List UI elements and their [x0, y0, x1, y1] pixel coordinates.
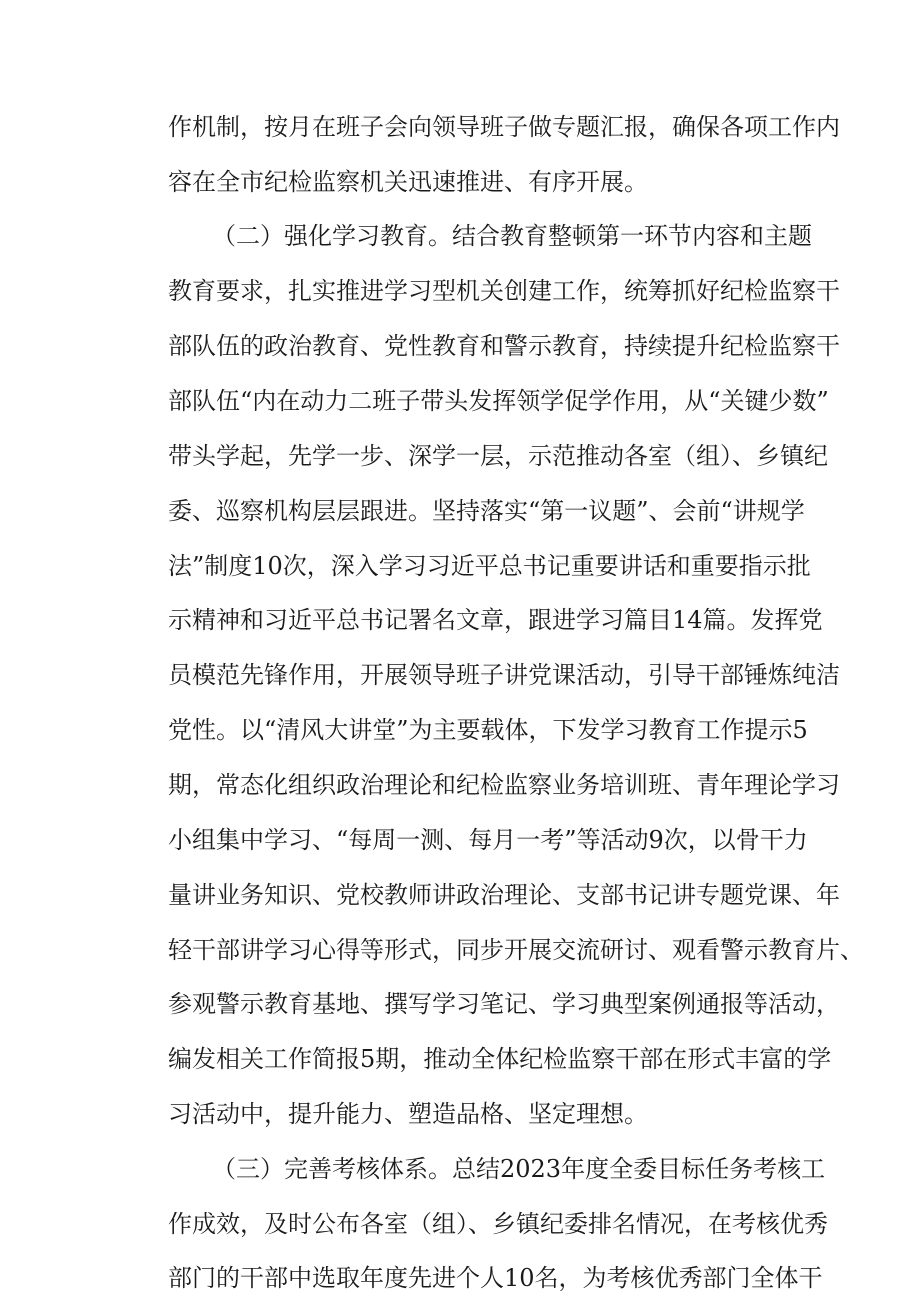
text-line: 编发相关工作简报5期，推动全体纪检监察干部在形式丰富的学	[168, 1045, 832, 1073]
paragraph-heading-line: （二）强化学习教育。结合教育整顿第一环节内容和主题	[212, 222, 812, 250]
text-line: 教育要求，扎实推进学习型机关创建工作，统筹抓好纪检监察干	[168, 277, 840, 305]
text-line: 作机制，按月在班子会向领导班子做专题汇报，确保各项工作内	[168, 113, 840, 141]
text-line: 参观警示教育基地、撰写学习笔记、学习典型案例通报等活动，	[168, 990, 840, 1018]
text-line: 部队伍“内在动力二班子带头发挥领学促学作用，从“关键少数”	[168, 387, 829, 415]
text-line: 作成效，及时公布各室（组）、乡镇纪委排名情况，在考核优秀	[168, 1210, 828, 1238]
text-line: 容在全市纪检监察机关迅速推进、有序开展。	[168, 168, 648, 196]
text-line: 期，常态化组织政治理论和纪检监察业务培训班、青年理论学习	[168, 771, 840, 799]
text-line: 习活动中，提升能力、塑造品格、坚定理想。	[168, 1100, 648, 1128]
text-line: 量讲业务知识、党校教师讲政治理论、支部书记讲专题党课、年	[168, 881, 840, 909]
text-line: 示精神和习近平总书记署名文章，跟进学习篇目14篇。发挥党	[168, 606, 823, 634]
text-line: 部队伍的政治教育、党性教育和警示教育，持续提升纪检监察干	[168, 332, 840, 360]
text-line: 党性。以“清风大讲堂”为主要载体，下发学习教育工作提示5	[168, 716, 808, 744]
text-line: 委、巡察机构层层跟进。坚持落实“第一议题”、会前“讲规学	[168, 497, 805, 525]
text-line: 员模范先锋作用，开展领导班子讲党课活动，引导干部锤炼纯洁	[168, 661, 840, 689]
text-line: 带头学起，先学一步、深学一层，示范推动各室（组）、乡镇纪	[168, 442, 828, 470]
text-line: 小组集中学习、“每周一测、每月一考”等活动9次，以骨干力	[168, 826, 808, 854]
text-line: 轻干部讲学习心得等形式，同步开展交流研讨、观看警示教育片、	[168, 936, 864, 964]
paragraph-heading-line: （三）完善考核体系。总结2023年度全委目标任务考核工	[212, 1155, 826, 1183]
text-line: 法”制度10次，深入学习习近平总书记重要讲话和重要指示批	[168, 552, 811, 580]
text-line: 部门的干部中选取年度先进个人10名，为考核优秀部门全体干	[168, 1264, 823, 1292]
